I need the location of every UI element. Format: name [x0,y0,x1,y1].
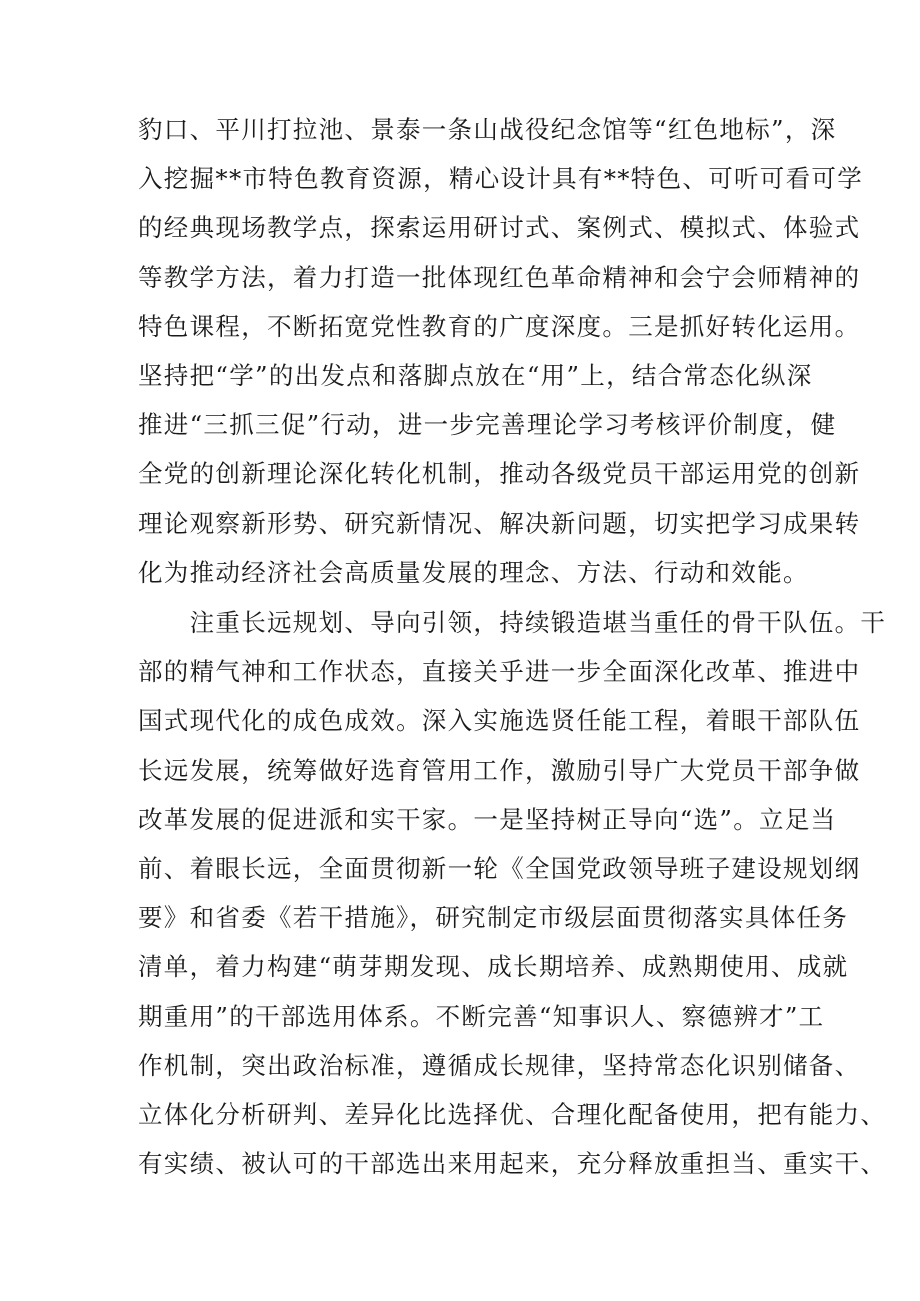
text-line: 入挖掘**市特色教育资源，精心设计具有**特色、可听可看可学 [138,164,863,194]
text-line: 国式现代化的成色成效。深入实施选贤任能工程，着眼干部队伍 [138,706,861,736]
text-line: 要》和省委《若干措施》，研究制定市级层面贯彻落实具体任务 [138,903,849,933]
paragraph-continued [138,105,863,597]
text-line: 立体化分析研判、差异化比选择优、合理化配备使用，把有能力、 [138,1099,887,1129]
text-line: 长远发展，统筹做好选育管用工作，激励引导广大党员干部争做 [138,755,861,785]
text-line: 化为推动经济社会高质量发展的理念、方法、行动和效能。 [138,557,809,587]
text-line: 清单，着力构建“萌芽期发现、成长期培养、成熟期使用、成就 [138,952,849,982]
paragraph-cadre-team [138,598,887,1188]
text-line: 的经典现场教学点，探索运用研讨式、案例式、模拟式、体验式 [138,213,861,243]
text-line: 前、着眼长远，全面贯彻新一轮《全国党政领导班子建设规划纲 [138,853,861,883]
text-line: 理论观察新形势、研究新情况、解决新问题，切实把学习成果转 [138,508,861,538]
text-line: 豹口、平川打拉池、景泰一条山战役纪念馆等“红色地标”，深 [138,115,837,144]
text-line: 作机制，突出政治标准，遵循成长规律，坚持常态化识别储备、 [138,1050,861,1080]
text-line: 特色课程，不断拓宽党性教育的广度深度。三是抓好转化运用。 [138,311,861,341]
text-line: 全党的创新理论深化转化机制，推动各级党员干部运用党的创新 [138,459,861,489]
text-line: 改革发展的促进派和实干家。一是坚持树正导向“选”。立足当 [138,804,837,834]
text-line: 注重长远规划、导向引领，持续锻造堪当重任的骨干队伍。干 [138,608,887,637]
text-line: 坚持把“学”的出发点和落脚点放在“用”上，结合常态化纵深 [138,360,813,390]
text-line: 部的精气神和工作状态，直接关乎进一步全面深化改革、推进中 [138,657,861,687]
text-line: 等教学方法，着力打造一批体现红色革命精神和会宁会师精神的 [138,262,861,292]
text-line: 推进“三抓三促”行动，进一步完善理论学习考核评价制度，健 [138,410,837,440]
text-line: 有实绩、被认可的干部选出来用起来，充分释放重担当、重实干、 [138,1149,887,1179]
text-line: 期重用”的干部选用体系。不断完善“知事识人、察德辨才”工 [138,1001,825,1031]
